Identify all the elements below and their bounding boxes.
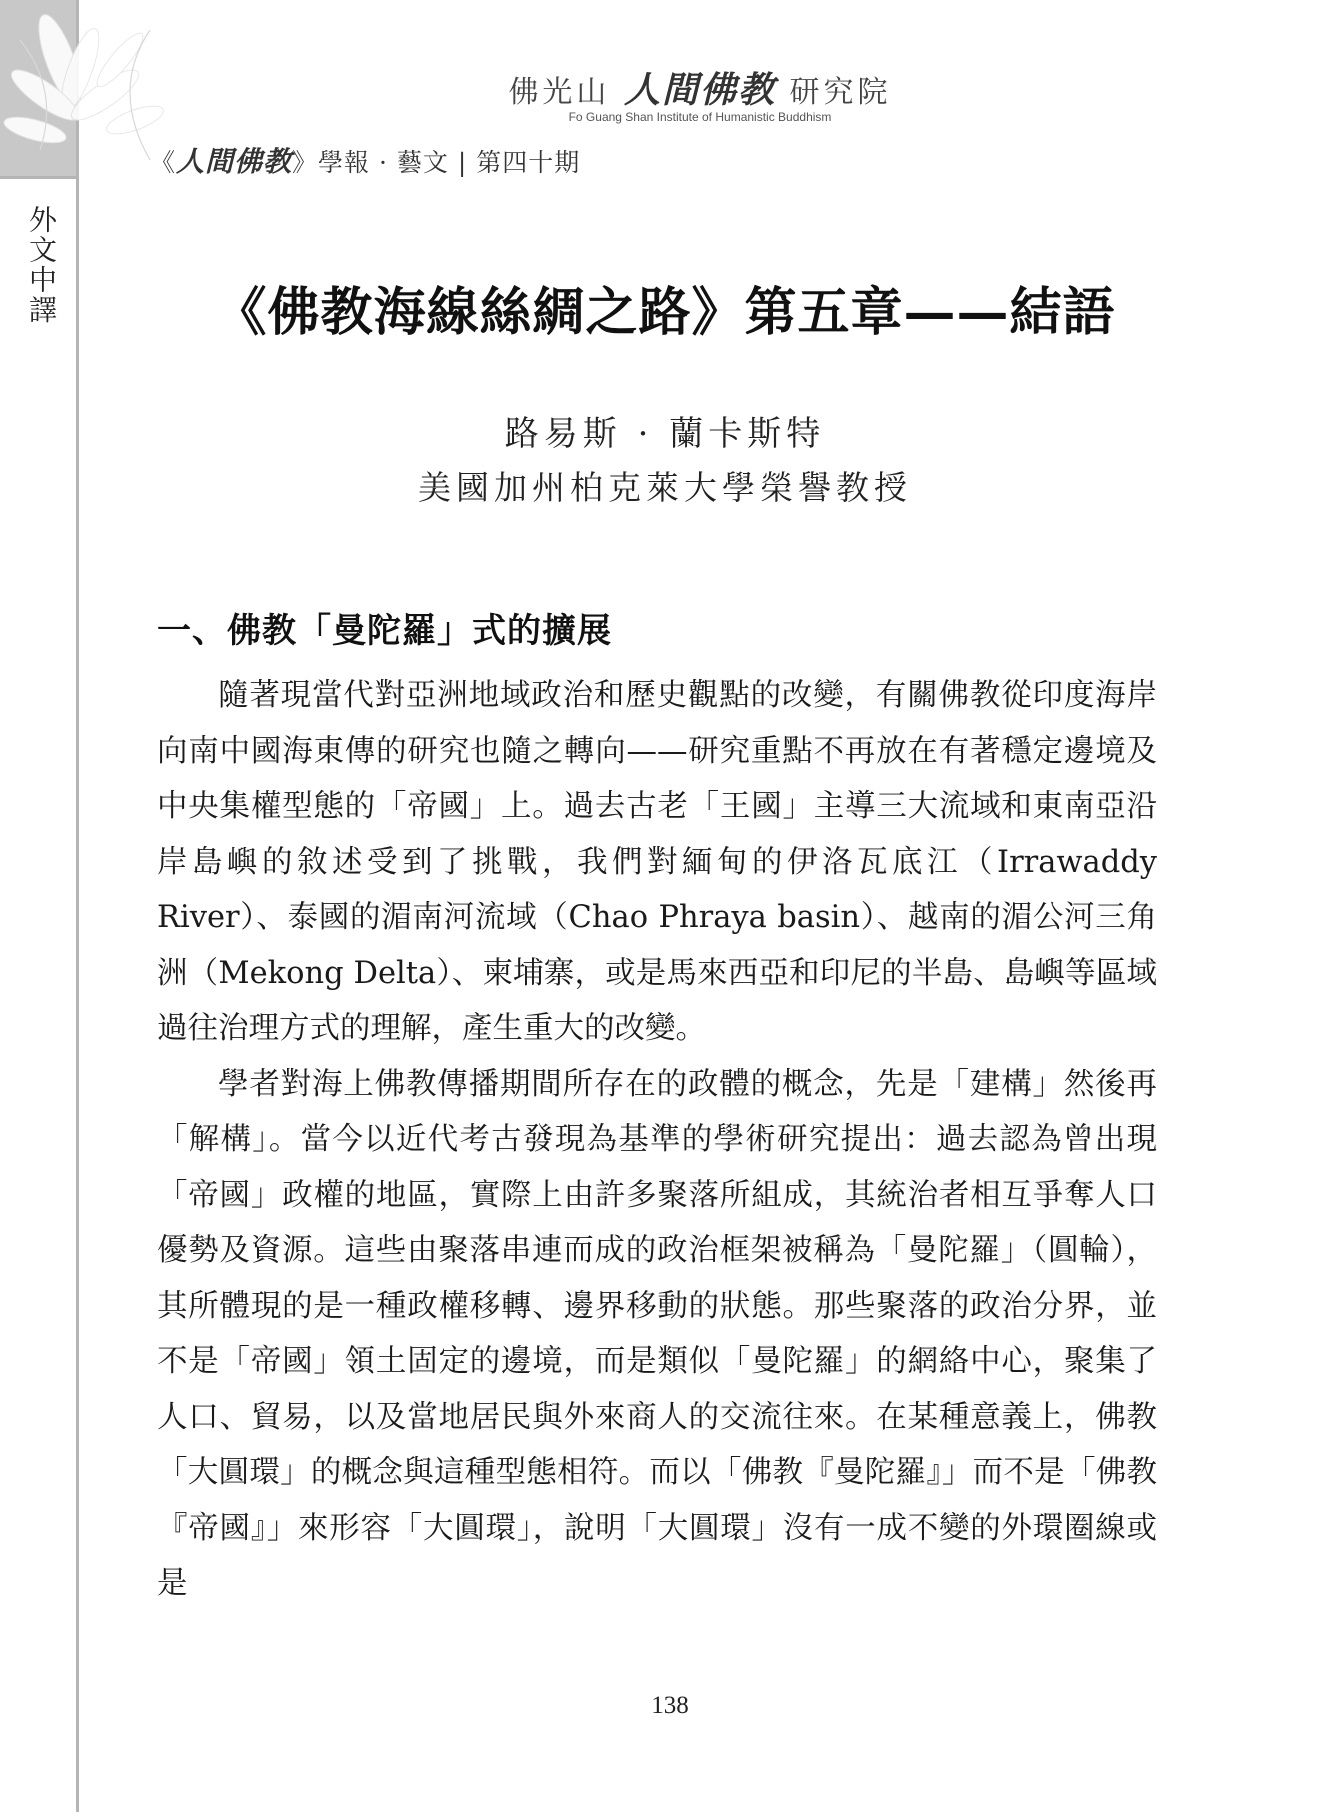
side-strip-rule <box>76 0 79 1812</box>
section-heading: 一、佛教「曼陀羅」式的擴展 <box>157 611 612 651</box>
journal-brand-logotype: 人間佛教 <box>176 145 293 178</box>
body-paragraph: 隨著現當代對亞洲地域政治和歷史觀點的改變，有關佛教從印度海岸向南中國海東傳的研究也隨之轉向——研究重點不再放在有著穩定邊境及中央集權型態的「帝國」上。過去古老「王國」主導三大流域和東南亞沿岸島嶼的敘述受到了挑戰，我們對緬甸的伊洛瓦底江（Irrawaddy River）、泰國的湄南河流域（Chao Phraya basin）、越南的湄公河三角洲（Mekong Delta）、柬埔寨，或是馬來西亞和印尼的半島、島嶼等區域過往治理方式的理解，產生重大的改變。 <box>157 678 1157 1046</box>
page-number: 138 <box>651 1692 689 1719</box>
journal-running-head <box>150 140 580 180</box>
institute-brand-logotype: 人間佛教 <box>623 69 776 111</box>
side-section-label: 外文中譯 <box>25 205 58 325</box>
body-paragraph: 學者對海上佛教傳播期間所存在的政體的概念，先是「建構」然後再「解構」。當今以近代考古發現為基準的學術研究提出：過去認為曾出現「帝國」政權的地區，實際上由許多聚落所組成，其統治者相互爭奪人口優勢及資源。這些由聚落串連而成的政治框架被稱為「曼陀羅」（圓輪），其所體現的是一種政權移轉、邊界移動的狀態。那些聚落的政治分界，並不是「帝國」領土固定的邊境，而是類似「曼陀羅」的網絡中心，聚集了人口、貿易，以及當地居民與外來商人的交流往來。在某種意義上，佛教「大圓環」的概念與這種型態相符。而以「佛教『曼陀羅』」而不是「佛教『帝國』」來形容「大圓環」，說明「大圓環」沒有一成不變的外環圈線或是 <box>157 1066 1157 1601</box>
article-body <box>157 668 1157 1612</box>
article-author: 路易斯 · 蘭卡斯特 <box>504 414 826 454</box>
journal-open-bracket: 《 <box>150 148 177 177</box>
journal-issue-info: 》學報 · 藝文 | 第四十期 <box>292 148 581 177</box>
institute-prefix: 佛光山 <box>508 75 611 110</box>
author-affiliation: 美國加州柏克萊大學榮譽教授 <box>418 468 912 507</box>
article-title: 《佛教海線絲綢之路》第五章——結語 <box>214 282 1116 343</box>
institute-name <box>440 62 960 113</box>
institute-suffix: 研究院 <box>789 75 892 110</box>
institute-english-name: Fo Guang Shan Institute of Humanistic Buddhism <box>568 110 832 124</box>
